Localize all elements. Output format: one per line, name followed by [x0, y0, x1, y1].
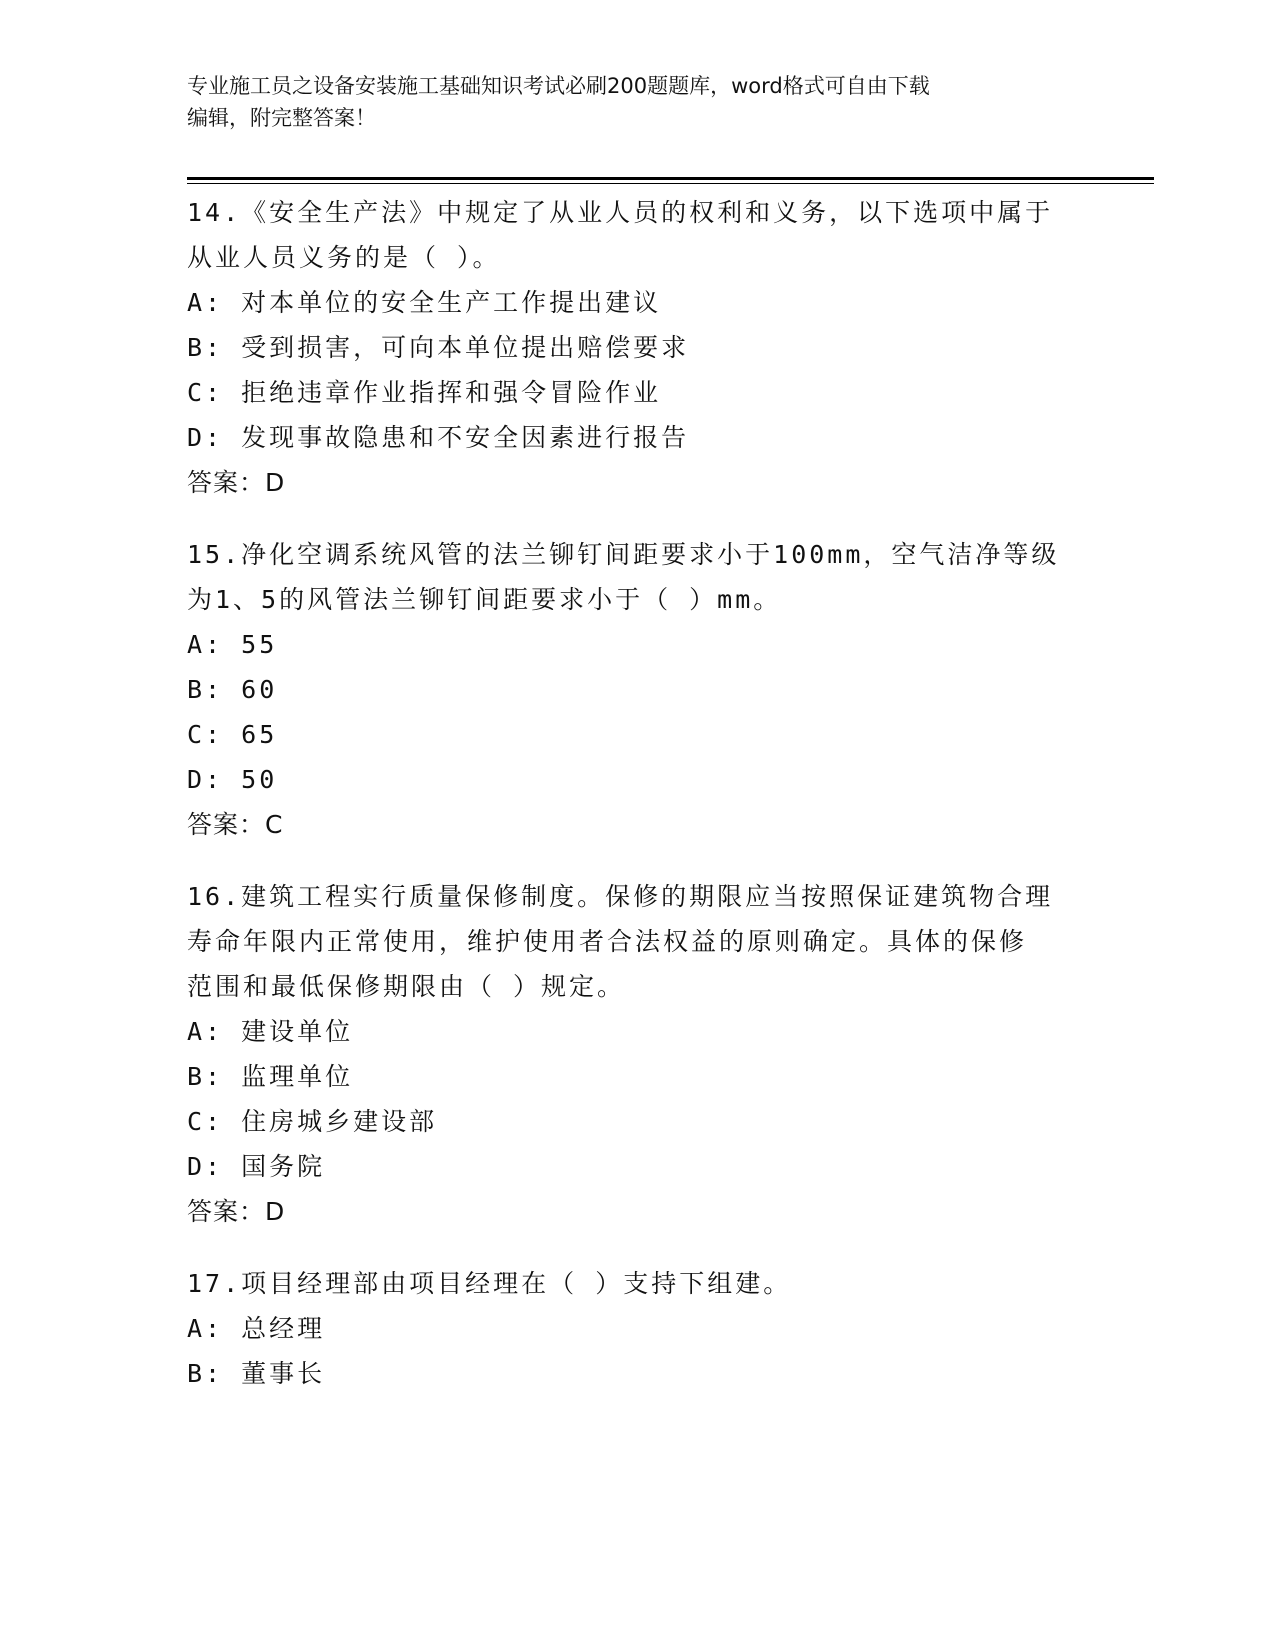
header-title-line-2: 编辑，附完整答案！ — [187, 106, 376, 130]
answer: 答案：C — [187, 810, 284, 839]
answer: 答案：D — [187, 468, 286, 497]
question-stem-line: 寿命年限内正常使用，维护使用者合法权益的原则确定。具体的保修 — [187, 927, 1028, 956]
option-b: B: 监理单位 — [187, 1062, 354, 1091]
question-stem-line: 范围和最低保修期限由（ ）规定。 — [187, 972, 626, 1001]
question-stem-line: 从业人员义务的是（ ）。 — [187, 243, 501, 272]
question-stem-line: 16.建筑工程实行质量保修制度。保修的期限应当按照保证建筑物合理 — [187, 882, 1054, 911]
question-stem-line: 14.《安全生产法》中规定了从业人员的权利和义务，以下选项中属于 — [187, 198, 1054, 227]
question-stem-line: 17.项目经理部由项目经理在（ ）支持下组建。 — [187, 1269, 792, 1298]
answer: 答案：D — [187, 1197, 286, 1226]
option-b: B: 受到损害，可向本单位提出赔偿要求 — [187, 333, 690, 362]
option-a: A: 建设单位 — [187, 1017, 354, 1046]
question-16 — [187, 874, 1087, 1235]
header-divider-thin — [187, 183, 1154, 184]
option-d: D: 国务院 — [187, 1152, 326, 1181]
question-list — [187, 190, 1087, 1422]
option-d: D: 发现事故隐患和不安全因素进行报告 — [187, 423, 690, 452]
option-b: B: 董事长 — [187, 1359, 326, 1388]
option-c: C: 65 — [187, 720, 278, 749]
question-stem-line: 为1、5的风管法兰铆钉间距要求小于（ ）mm。 — [187, 585, 782, 614]
option-a: A: 对本单位的安全生产工作提出建议 — [187, 288, 662, 317]
question-stem-line: 15.净化空调系统风管的法兰铆钉间距要求小于100mm，空气洁净等级 — [187, 540, 1060, 569]
option-c: C: 拒绝违章作业指挥和强令冒险作业 — [187, 378, 662, 407]
document-header — [187, 70, 1087, 134]
option-a: A: 总经理 — [187, 1314, 326, 1343]
option-d: D: 50 — [187, 765, 278, 794]
option-a: A: 55 — [187, 630, 278, 659]
header-title-line-1: 专业施工员之设备安装施工基础知识考试必刷200题题库，word格式可自由下载 — [187, 74, 930, 98]
question-14 — [187, 190, 1087, 506]
header-divider-thick — [187, 177, 1154, 180]
option-b: B: 60 — [187, 675, 278, 704]
question-15 — [187, 532, 1087, 848]
option-c: C: 住房城乡建设部 — [187, 1107, 438, 1136]
question-17 — [187, 1261, 1087, 1396]
